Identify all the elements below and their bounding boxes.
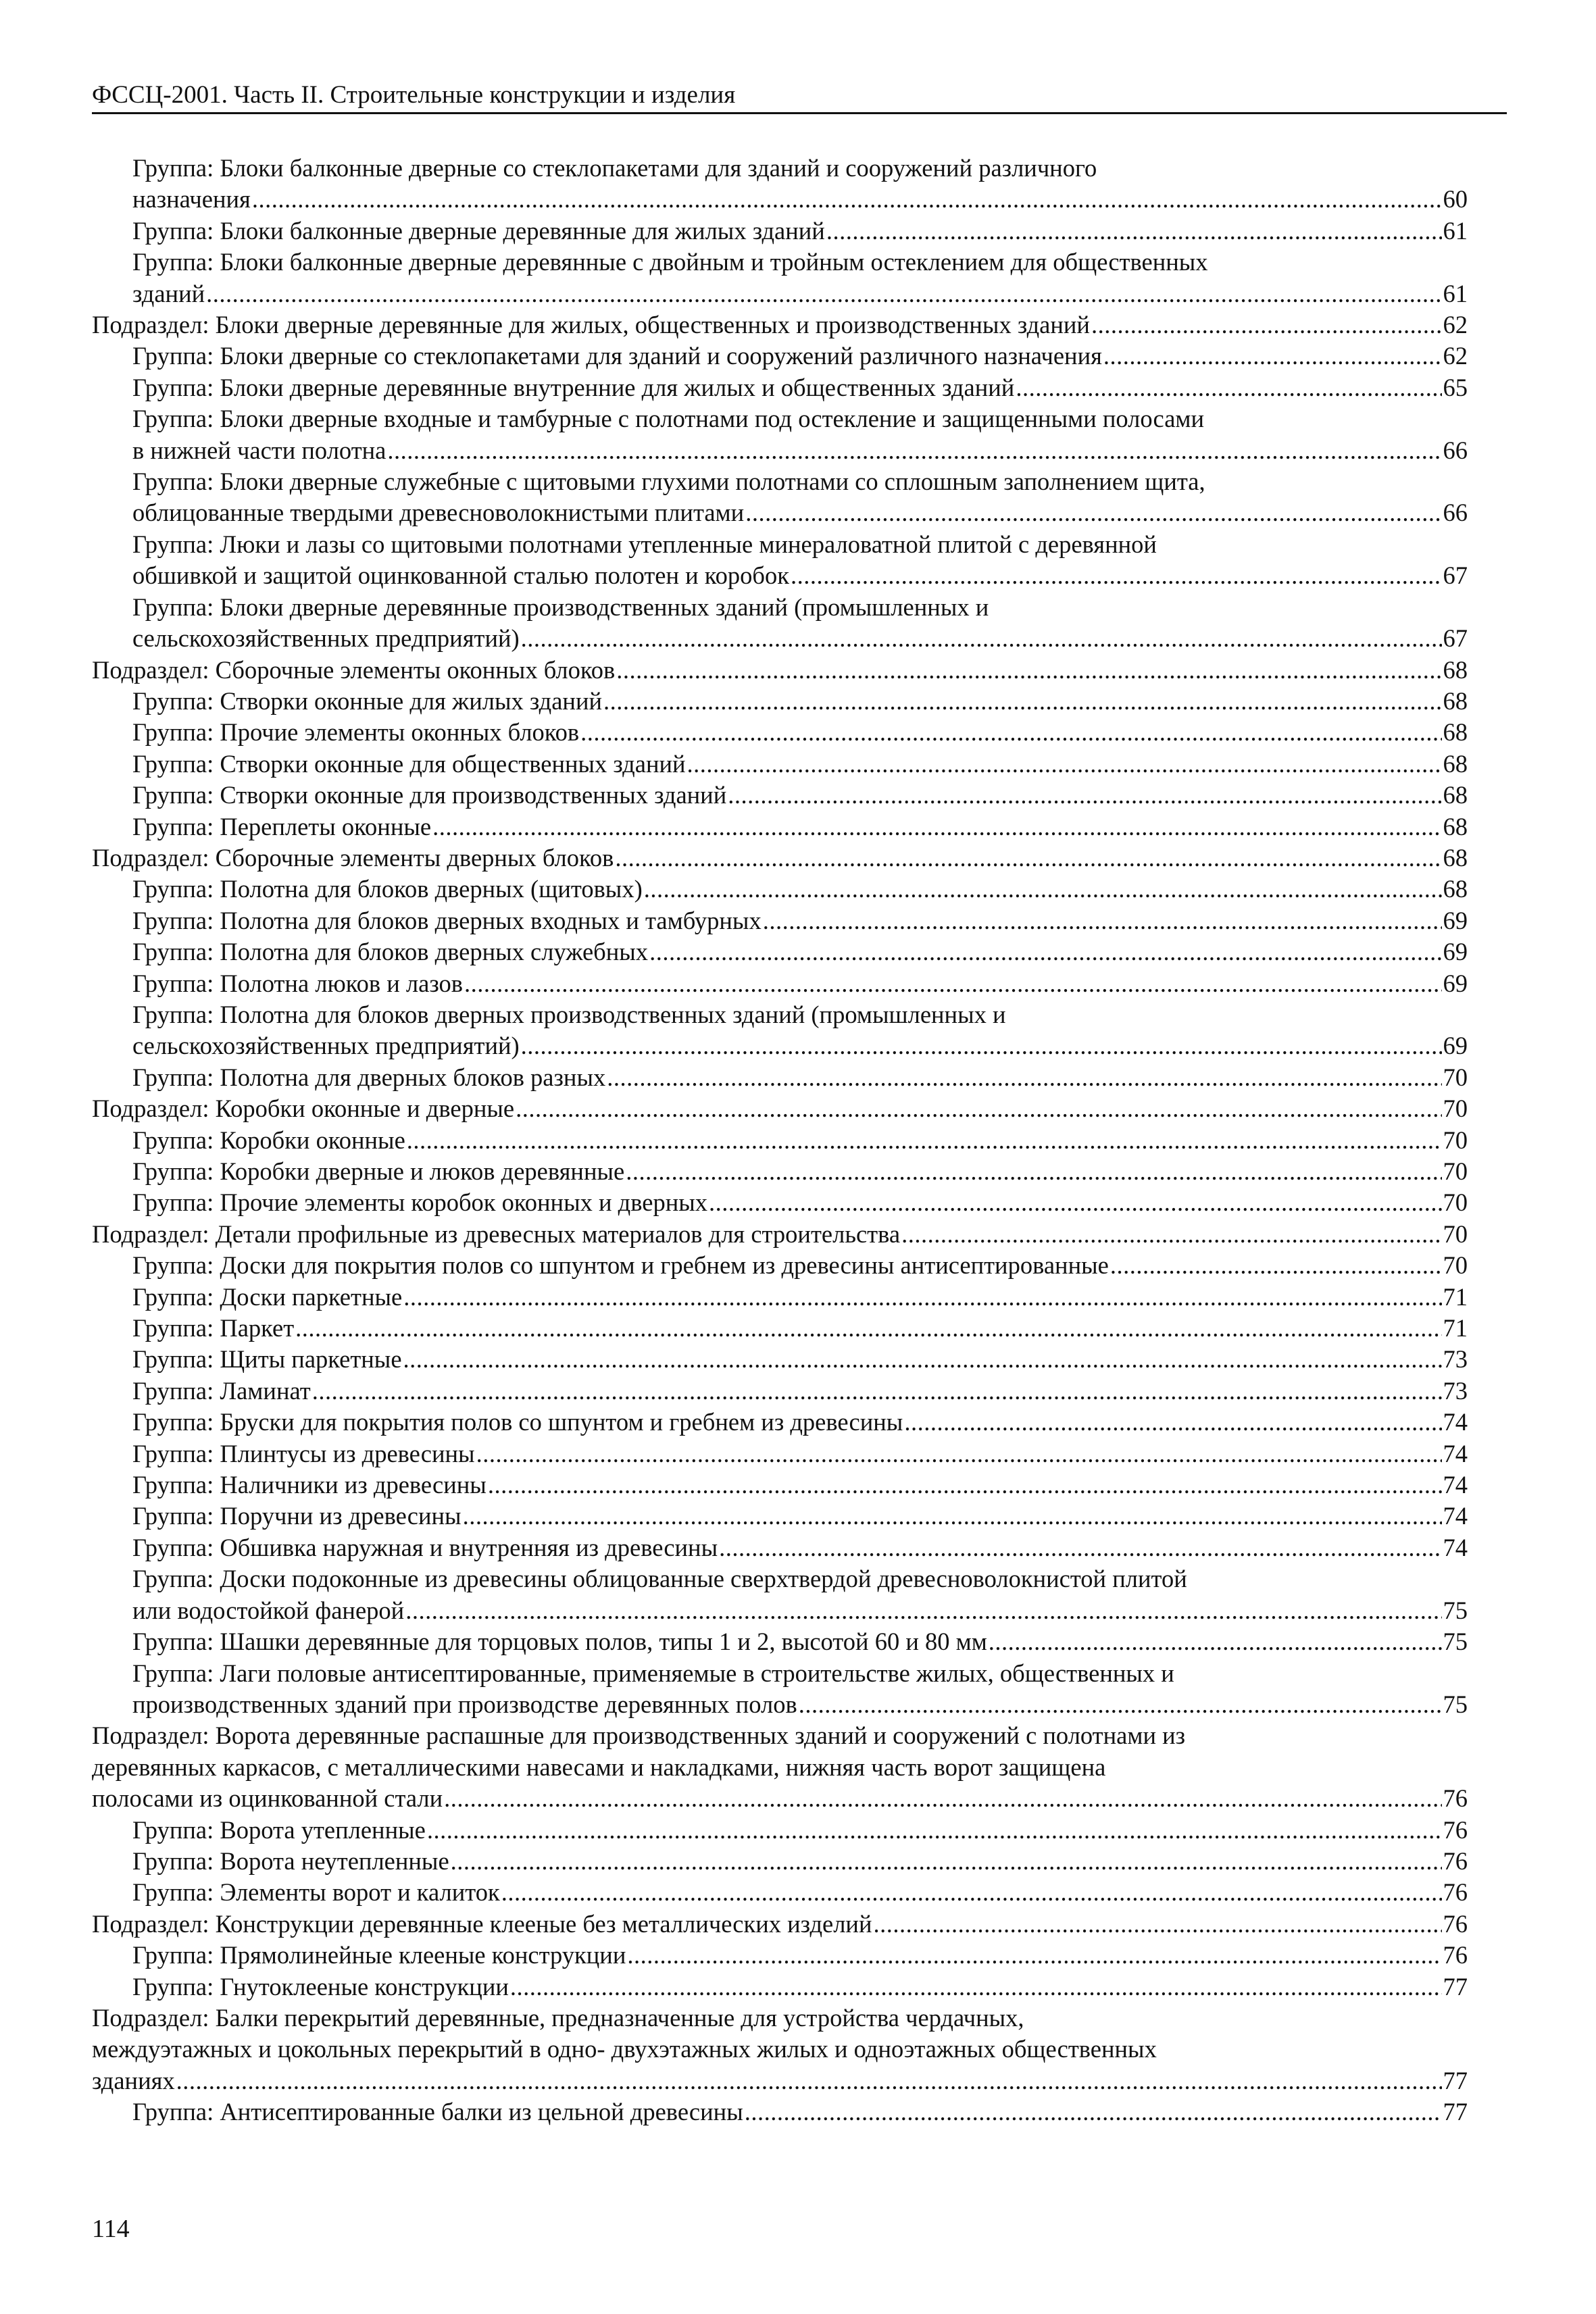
toc-entry-last-line (132, 686, 1468, 717)
dot-leader (580, 717, 1441, 748)
toc-entry-page-number: 70 (1443, 1157, 1468, 1185)
dot-leader (728, 780, 1441, 811)
toc-entry-last-line (92, 309, 1468, 341)
toc-entry-last-line (132, 1846, 1468, 1877)
toc-entry-title: Группа: Ламинат (132, 1376, 311, 1405)
toc-entry-group (92, 1846, 1468, 1877)
toc-entry-title: Группа: Створки оконные для жилых зданий (132, 686, 603, 715)
toc-entry-last-line (132, 780, 1468, 811)
toc-entry-page-number: 75 (1443, 1628, 1468, 1656)
toc-entry-last-line (132, 1469, 1468, 1501)
toc-entry-line: Группа: Блоки дверные входные и тамбурные с полотнами под остекление и защищенными полосами (132, 405, 1205, 433)
toc-entry-group (92, 968, 1468, 999)
toc-entry-title: зданиях (92, 2066, 175, 2094)
toc-entry-page-number: 77 (1443, 2066, 1468, 2094)
toc-entry-last-line (132, 1125, 1468, 1156)
toc-entry-title: Группа: Прочие элементы коробок оконных и дверных (132, 1188, 707, 1217)
toc-entry-last-line (132, 936, 1468, 967)
table-of-contents (92, 153, 1468, 2128)
toc-entry-title: Группа: Доски паркетные (132, 1282, 403, 1311)
toc-entry-last-line (92, 1783, 1468, 1814)
dot-leader (644, 874, 1442, 905)
toc-entry-title: Группа: Полотна для блоков дверных служебных (132, 938, 649, 966)
toc-entry-last-line (92, 842, 1468, 874)
toc-entry-title: Группа: Блоки балконные дверные деревянные для жилых зданий (132, 216, 825, 245)
toc-entry-title: Группа: Полотна для блоков дверных входных и тамбурных (132, 906, 762, 934)
toc-entry-group (92, 1877, 1468, 1908)
toc-entry-page-number: 75 (1443, 1596, 1468, 1624)
toc-entry-group (92, 936, 1468, 967)
toc-entry-group (92, 1469, 1468, 1501)
toc-entry-title: Группа: Наличники из древесины (132, 1471, 487, 1499)
toc-entry-subsection (92, 309, 1468, 341)
toc-entry-subsection (92, 1093, 1468, 1124)
toc-entry-last-line (132, 1501, 1468, 1532)
toc-entry-subsection (92, 2003, 1468, 2096)
toc-entry-last-line (132, 1438, 1468, 1469)
toc-entry-page-number: 68 (1443, 812, 1468, 840)
toc-entry-last-line (132, 811, 1468, 842)
toc-entry-last-line (132, 1250, 1468, 1281)
toc-entry-title: Группа: Доски для покрытия полов со шпунтом и гребнем из древесины антисептированные (132, 1251, 1109, 1280)
toc-entry-group (92, 1940, 1468, 1971)
toc-entry-page-number: 68 (1443, 781, 1468, 809)
dot-leader (403, 1344, 1442, 1375)
toc-entry-title: Группа: Створки оконные для производственных зданий (132, 781, 727, 809)
toc-entry-last-line (132, 1877, 1468, 1908)
toc-entry-page-number: 68 (1443, 749, 1468, 778)
toc-entry-line: Группа: Доски подоконные из древесины облицованные сверхтвердой древесноволокнистой плитой (132, 1565, 1187, 1593)
toc-entry-title: Группа: Ворота неутепленные (132, 1846, 449, 1875)
dot-leader (501, 1877, 1442, 1908)
dot-leader (521, 1030, 1442, 1061)
toc-entry-title: Группа: Элементы ворот и калиток (132, 1878, 500, 1907)
toc-entry-page-number: 61 (1443, 279, 1468, 307)
toc-entry-last-line (132, 278, 1468, 309)
toc-entry-group (92, 1438, 1468, 1469)
toc-entry-group (92, 1156, 1468, 1187)
dot-leader (476, 1438, 1442, 1469)
toc-entry-group (92, 1532, 1468, 1563)
toc-entry-subsection (92, 842, 1468, 874)
toc-entry-page-number: 60 (1443, 185, 1468, 213)
page-header: ФССЦ-2001. Часть II. Строительные конструкции и изделия (92, 80, 1507, 114)
toc-entry-subsection (92, 1720, 1468, 1814)
toc-entry-group (92, 1563, 1468, 1626)
toc-entry-title: обшивкой и защитой оцинкованной сталью полотен и коробок (132, 561, 789, 590)
toc-entry-last-line (132, 717, 1468, 748)
toc-entry-group (92, 686, 1468, 717)
toc-entry-last-line (132, 1940, 1468, 1971)
toc-entry-title: Группа: Блоки дверные деревянные внутренние для жилых и общественных зданий (132, 373, 1015, 401)
toc-entry-page-number: 69 (1443, 969, 1468, 997)
toc-entry-last-line (92, 1093, 1468, 1124)
toc-entry-title: Группа: Паркет (132, 1314, 295, 1342)
toc-entry-group (92, 403, 1468, 466)
toc-entry-group (92, 1125, 1468, 1156)
toc-entry-title: или водостойкой фанерой (132, 1596, 405, 1624)
dot-leader (874, 1909, 1442, 1940)
toc-entry-last-line (132, 1282, 1468, 1313)
toc-entry-line: Группа: Лаги половые антисептированные, применяемые в строительстве жилых, общественных и (132, 1659, 1174, 1687)
toc-entry-last-line (132, 216, 1468, 247)
dot-leader (607, 1062, 1441, 1093)
dot-leader (451, 1846, 1442, 1877)
toc-entry-last-line (132, 623, 1468, 654)
toc-entry-line: Группа: Блоки дверные деревянные производственных зданий (промышленных и (132, 593, 989, 621)
toc-entry-page-number: 70 (1443, 1188, 1468, 1217)
dot-leader (1091, 309, 1442, 341)
toc-entry-page-number: 74 (1443, 1502, 1468, 1530)
toc-entry-page-number: 76 (1443, 1784, 1468, 1813)
toc-entry-last-line (132, 341, 1468, 372)
toc-entry-group (92, 1062, 1468, 1093)
toc-entry-last-line (132, 1689, 1468, 1720)
toc-entry-page-number: 71 (1443, 1314, 1468, 1342)
dot-leader (1103, 341, 1442, 372)
toc-entry-last-line (132, 749, 1468, 780)
toc-entry-page-number: 75 (1443, 1690, 1468, 1718)
toc-entry-page-number: 74 (1443, 1471, 1468, 1499)
dot-leader (901, 1219, 1441, 1250)
toc-entry-line: Подраздел: Балки перекрытий деревянные, предназначенные для устройства чердачных, (92, 2003, 1024, 2032)
toc-entry-group (92, 749, 1468, 780)
dot-leader (904, 1407, 1441, 1438)
toc-entry-page-number: 70 (1443, 1126, 1468, 1154)
toc-entry-line: Группа: Блоки балконные дверные со стеклопакетами для зданий и сооружений различного (132, 154, 1097, 182)
toc-entry-page-number: 76 (1443, 1909, 1468, 1938)
toc-entry-group (92, 2096, 1468, 2128)
dot-leader (687, 749, 1442, 780)
toc-entry-page-number: 61 (1443, 216, 1468, 245)
dot-leader (719, 1532, 1441, 1563)
toc-entry-page-number: 70 (1443, 1063, 1468, 1091)
toc-entry-title: Подраздел: Детали профильные из древесных материалов для строительства (92, 1219, 901, 1248)
toc-entry-title: Группа: Плинтусы из древесины (132, 1439, 475, 1467)
dot-leader (763, 905, 1442, 936)
toc-entry-last-line (132, 1626, 1468, 1657)
toc-entry-page-number: 68 (1443, 655, 1468, 684)
dot-leader (521, 623, 1442, 654)
toc-entry-last-line (132, 1376, 1468, 1407)
toc-entry-page-number: 62 (1443, 311, 1468, 339)
toc-entry-last-line (132, 1156, 1468, 1187)
toc-entry-page-number: 74 (1443, 1439, 1468, 1467)
toc-entry-last-line (132, 1062, 1468, 1093)
toc-entry-title: Группа: Переплеты оконные (132, 812, 432, 840)
toc-entry-title: Подраздел: Конструкции деревянные клееные без металлических изделий (92, 1909, 872, 1938)
toc-entry-line: Группа: Блоки балконные дверные деревянные с двойным и тройным остеклением для общественных (132, 248, 1208, 276)
toc-entry-group (92, 529, 1468, 592)
toc-entry-group (92, 372, 1468, 403)
toc-entry-group (92, 466, 1468, 529)
toc-entry-group (92, 1501, 1468, 1532)
toc-entry-group (92, 1250, 1468, 1281)
toc-entry-last-line (132, 1971, 1468, 2003)
dot-leader (206, 278, 1441, 309)
dot-leader (464, 968, 1441, 999)
dot-leader (615, 842, 1441, 874)
toc-entry-page-number: 70 (1443, 1219, 1468, 1248)
toc-entry-page-number: 67 (1443, 624, 1468, 653)
toc-entry-last-line (132, 372, 1468, 403)
toc-entry-last-line (132, 1532, 1468, 1563)
toc-entry-title: Подраздел: Сборочные элементы дверных блоков (92, 843, 614, 872)
toc-entry-group (92, 1282, 1468, 1313)
toc-entry-group (92, 1344, 1468, 1375)
toc-entry-page-number: 74 (1443, 1533, 1468, 1561)
toc-entry-title: Группа: Антисептированные балки из цельной древесины (132, 2098, 743, 2126)
toc-entry-last-line (132, 560, 1468, 591)
toc-entry-last-line (132, 497, 1468, 528)
toc-entry-last-line (132, 905, 1468, 936)
toc-entry-last-line (132, 968, 1468, 999)
toc-entry-line: Подраздел: Ворота деревянные распашные для производственных зданий и сооружений с полотнами из (92, 1721, 1186, 1750)
dot-leader (516, 1093, 1441, 1124)
toc-entry-page-number: 62 (1443, 342, 1468, 370)
dot-leader (627, 1940, 1441, 1971)
toc-entry-last-line (132, 435, 1468, 466)
dot-leader (444, 1783, 1441, 1814)
toc-entry-page-number: 68 (1443, 718, 1468, 747)
dot-leader (488, 1469, 1442, 1501)
toc-entry-title: сельскохозяйственных предприятий) (132, 1032, 520, 1060)
toc-entry-group (92, 1187, 1468, 1218)
toc-entry-last-line (132, 1815, 1468, 1846)
toc-entry-page-number: 77 (1443, 1972, 1468, 2001)
toc-entry-last-line (92, 2065, 1468, 2096)
toc-entry-page-number: 67 (1443, 561, 1468, 590)
toc-entry-title: в нижней части полотна (132, 436, 386, 464)
toc-entry-page-number: 66 (1443, 436, 1468, 464)
toc-entry-last-line (132, 1344, 1468, 1375)
toc-entry-title: производственных зданий при производстве деревянных полов (132, 1690, 797, 1718)
toc-entry-last-line (132, 1187, 1468, 1218)
toc-entry-title: Группа: Бруски для покрытия полов со шпунтом и гребнем из древесины (132, 1408, 903, 1436)
toc-entry-title: Группа: Гнутоклееные конструкции (132, 1972, 509, 2001)
toc-entry-subsection (92, 655, 1468, 686)
toc-entry-page-number: 70 (1443, 1251, 1468, 1280)
toc-entry-group (92, 811, 1468, 842)
toc-entry-title: облицованные твердыми древесноволокнистыми плитами (132, 499, 745, 527)
toc-entry-group (92, 905, 1468, 936)
toc-entry-page-number: 76 (1443, 1941, 1468, 1969)
dot-leader (799, 1689, 1442, 1720)
toc-entry-title: Группа: Полотна для блоков дверных (щитовых) (132, 875, 643, 903)
dot-leader (745, 2096, 1442, 2128)
toc-entry-last-line (132, 2096, 1468, 2128)
dot-leader (405, 1595, 1441, 1626)
toc-entry-title: Группа: Обшивка наружная и внутренняя из древесины (132, 1533, 718, 1561)
dot-leader (649, 936, 1441, 967)
toc-entry-group (92, 999, 1468, 1062)
toc-entry-group (92, 1376, 1468, 1407)
toc-entry-group (92, 1815, 1468, 1846)
toc-entry-title: Группа: Шашки деревянные для торцовых полов, типы 1 и 2, высотой 60 и 80 мм (132, 1628, 987, 1656)
dot-leader (407, 1125, 1442, 1156)
toc-entry-title: Группа: Ворота утепленные (132, 1815, 426, 1844)
toc-entry-group (92, 247, 1468, 309)
toc-entry-subsection (92, 1219, 1468, 1250)
toc-entry-page-number: 68 (1443, 686, 1468, 715)
toc-entry-page-number: 66 (1443, 499, 1468, 527)
toc-entry-group (92, 1313, 1468, 1344)
toc-entry-line: Группа: Блоки дверные служебные с щитовыми глухими полотнами со сплошным заполнением щита, (132, 468, 1205, 496)
toc-entry-last-line (132, 1407, 1468, 1438)
toc-entry-page-number: 77 (1443, 2098, 1468, 2126)
toc-entry-title: Группа: Прямолинейные клееные конструкции (132, 1941, 626, 1969)
toc-entry-group (92, 341, 1468, 372)
dot-leader (427, 1815, 1442, 1846)
toc-entry-page-number: 70 (1443, 1095, 1468, 1123)
toc-entry-page-number: 73 (1443, 1376, 1468, 1405)
toc-entry-title: Группа: Коробки дверные и люков деревянные (132, 1157, 625, 1185)
toc-entry-group (92, 874, 1468, 905)
toc-entry-title: Подраздел: Коробки оконные и дверные (92, 1095, 515, 1123)
toc-entry-last-line (132, 874, 1468, 905)
dot-leader (791, 560, 1442, 591)
toc-entry-last-line (132, 1030, 1468, 1061)
dot-leader (463, 1501, 1442, 1532)
toc-entry-subsection (92, 1909, 1468, 1940)
toc-entry-page-number: 69 (1443, 906, 1468, 934)
dot-leader (403, 1282, 1441, 1313)
toc-entry-last-line (132, 184, 1468, 215)
page-number: 114 (92, 2215, 130, 2243)
toc-entry-group (92, 1971, 1468, 2003)
dot-leader (626, 1156, 1441, 1187)
toc-entry-last-line (132, 1313, 1468, 1344)
toc-entry-group (92, 717, 1468, 748)
toc-entry-title: Группа: Щиты паркетные (132, 1345, 402, 1374)
dot-leader (510, 1971, 1442, 2003)
toc-entry-line: Группа: Полотна для блоков дверных производственных зданий (промышленных и (132, 1000, 1006, 1028)
toc-entry-page-number: 76 (1443, 1815, 1468, 1844)
dot-leader (1110, 1250, 1442, 1281)
toc-entry-line: деревянных каркасов, с металлическими навесами и накладками, нижняя часть ворот защищена (92, 1753, 1106, 1781)
toc-entry-page-number: 69 (1443, 938, 1468, 966)
toc-entry-page-number: 71 (1443, 1282, 1468, 1311)
toc-entry-last-line (132, 1595, 1468, 1626)
toc-entry-title: Группа: Блоки дверные со стеклопакетами для зданий и сооружений различного назначения (132, 342, 1102, 370)
toc-entry-last-line (92, 655, 1468, 686)
toc-entry-page-number: 65 (1443, 373, 1468, 401)
toc-entry-title: Группа: Поручни из древесины (132, 1502, 462, 1530)
dot-leader (709, 1187, 1442, 1218)
dot-leader (176, 2065, 1442, 2096)
toc-entry-page-number: 76 (1443, 1846, 1468, 1875)
toc-entry-title: назначения (132, 185, 251, 213)
toc-entry-group (92, 1658, 1468, 1721)
dot-leader (295, 1313, 1441, 1344)
dot-leader (603, 686, 1441, 717)
toc-entry-group (92, 1626, 1468, 1657)
toc-entry-title: Группа: Створки оконные для общественных зданий (132, 749, 686, 778)
toc-entry-group (92, 780, 1468, 811)
toc-entry-page-number: 68 (1443, 875, 1468, 903)
dot-leader (312, 1376, 1442, 1407)
dot-leader (1016, 372, 1441, 403)
toc-entry-title: Подраздел: Сборочные элементы оконных блоков (92, 655, 616, 684)
toc-entry-group (92, 216, 1468, 247)
toc-entry-group (92, 592, 1468, 655)
toc-entry-group (92, 153, 1468, 216)
dot-leader (826, 216, 1442, 247)
toc-entry-title: Подраздел: Блоки дверные деревянные для жилых, общественных и производственных зданий (92, 311, 1090, 339)
toc-entry-title: полосами из оцинкованной стали (92, 1784, 443, 1813)
dot-leader (432, 811, 1441, 842)
toc-entry-page-number: 69 (1443, 1032, 1468, 1060)
toc-entry-title: Группа: Прочие элементы оконных блоков (132, 718, 580, 747)
toc-entry-last-line (92, 1219, 1468, 1250)
toc-entry-line: Группа: Люки и лазы со щитовыми полотнами утепленные минераловатной плитой с деревянной (132, 530, 1157, 558)
dot-leader (616, 655, 1441, 686)
toc-entry-group (92, 1407, 1468, 1438)
dot-leader (989, 1626, 1442, 1657)
toc-entry-line: междуэтажных и цокольных перекрытий в одно- двухэтажных жилых и одноэтажных общественных (92, 2035, 1157, 2063)
dot-leader (387, 435, 1441, 466)
toc-entry-page-number: 76 (1443, 1878, 1468, 1907)
toc-entry-page-number: 68 (1443, 843, 1468, 872)
toc-entry-page-number: 73 (1443, 1345, 1468, 1374)
dot-leader (745, 497, 1441, 528)
toc-entry-title: зданий (132, 279, 205, 307)
dot-leader (252, 184, 1442, 215)
toc-entry-title: сельскохозяйственных предприятий) (132, 624, 520, 653)
toc-entry-title: Группа: Полотна для дверных блоков разных (132, 1063, 606, 1091)
toc-entry-title: Группа: Полотна люков и лазов (132, 969, 464, 997)
toc-entry-page-number: 74 (1443, 1408, 1468, 1436)
toc-entry-last-line (92, 1909, 1468, 1940)
toc-entry-title: Группа: Коробки оконные (132, 1126, 405, 1154)
